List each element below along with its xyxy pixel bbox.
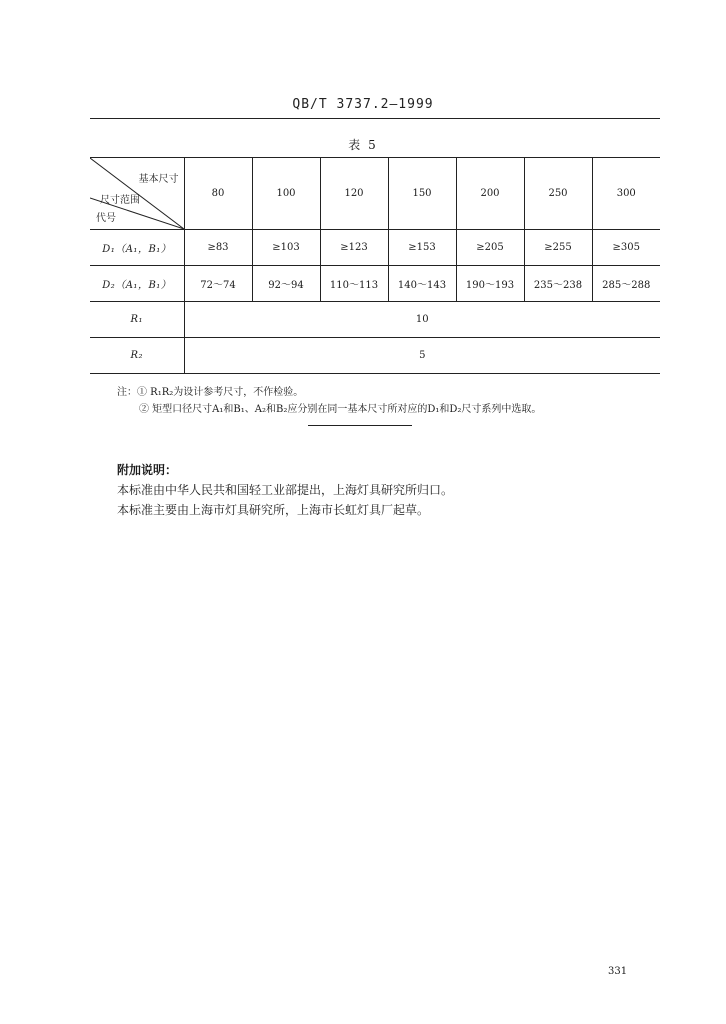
row-label: R₁ (90, 302, 184, 338)
table-cell: 190～193 (456, 266, 524, 302)
note-item: ① R₁R₂为设计参考尺寸，不作检验。 (137, 387, 304, 398)
table-cell: 235～238 (524, 266, 592, 302)
dimension-table (90, 157, 660, 374)
corner-label-code: 代号 (96, 213, 116, 224)
table-cell-merged: 10 (184, 302, 660, 338)
row-label: D₂（A₁，B₁） (90, 266, 184, 302)
row-label: R₂ (90, 338, 184, 374)
table-cell: ≥305 (592, 230, 660, 266)
appendix-title: 附加说明： (117, 463, 178, 477)
table-cell-merged: 5 (184, 338, 660, 374)
corner-label-basic-size: 基本尺寸 (138, 174, 179, 185)
column-header: 80 (184, 158, 252, 230)
page-number: 331 (608, 966, 628, 977)
table-cell: 72～74 (184, 266, 252, 302)
table-row-d1 (90, 230, 660, 266)
corner-header-cell (90, 158, 184, 230)
table-cell: 92～94 (252, 266, 320, 302)
table-cell: 110～113 (320, 266, 388, 302)
table-cell: ≥123 (320, 230, 388, 266)
note-line (117, 384, 541, 401)
note-item: ② 矩型口径尺寸A₁和B₁、A₂和B₂应分别在同一基本尺寸所对应的D₁和D₂尺寸系列中选取。 (139, 404, 542, 415)
appendix (117, 460, 453, 520)
appendix-line: 本标准由中华人民共和国轻工业部提出，上海灯具研究所归口。 (117, 483, 454, 497)
row-label: D₁（A₁，B₁） (90, 230, 184, 266)
column-header: 150 (388, 158, 456, 230)
table-row-d2 (90, 266, 660, 302)
end-rule (308, 425, 412, 426)
note-prefix: 注： (117, 387, 137, 398)
standard-code-header: QB/T 3737.2—1999 (292, 97, 434, 112)
appendix-line: 本标准主要由上海市灯具研究所，上海市长虹灯具厂起草。 (117, 503, 430, 517)
table-cell: ≥83 (184, 230, 252, 266)
table-cell: 140～143 (388, 266, 456, 302)
table-cell: ≥255 (524, 230, 592, 266)
column-header: 100 (252, 158, 320, 230)
column-header: 120 (320, 158, 388, 230)
column-header: 300 (592, 158, 660, 230)
table-row-r1 (90, 302, 660, 338)
table-cell: 285～288 (592, 266, 660, 302)
table-cell: ≥103 (252, 230, 320, 266)
table-title: 表 5 (348, 138, 378, 152)
corner-label-size-range: 尺寸范围 (100, 195, 140, 206)
table-notes (117, 384, 541, 418)
table-header-row (90, 158, 660, 230)
header-rule (90, 118, 660, 119)
table-cell: ≥153 (388, 230, 456, 266)
column-header: 200 (456, 158, 524, 230)
table-cell: ≥205 (456, 230, 524, 266)
column-header: 250 (524, 158, 592, 230)
table-row-r2 (90, 338, 660, 374)
